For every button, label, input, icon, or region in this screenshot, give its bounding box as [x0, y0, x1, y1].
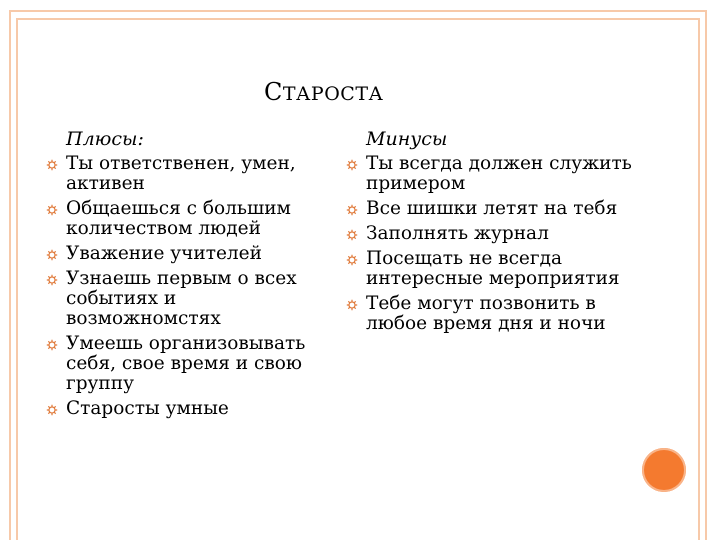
cons-item-text: Заполнять журнал — [366, 223, 549, 244]
gear-bullet-icon — [46, 404, 58, 416]
pros-item-text: Общаешься с большим количеством людей — [66, 198, 291, 239]
list-item — [46, 244, 326, 264]
cons-item-text: Тебе могут позвонить в любое время дня и ночи — [366, 293, 606, 334]
gear-bullet-icon — [46, 274, 58, 286]
pros-item-text: Умеешь организовывать себя, свое время и свою группу — [66, 333, 306, 394]
cons-item-text: Все шишки летят на тебя — [366, 198, 618, 219]
gear-bullet-icon — [346, 229, 358, 241]
pros-item-text: Уважение учителей — [66, 243, 262, 264]
pros-item-text: Ты ответственен, умен, активен — [66, 153, 296, 194]
list-item — [46, 154, 326, 194]
pros-column — [46, 128, 326, 424]
gear-bullet-icon — [46, 159, 58, 171]
gear-bullet-icon — [46, 249, 58, 261]
cons-item-text: Посещать не всегда интересные мероприятия — [366, 248, 620, 289]
cons-heading: Минусы — [366, 128, 448, 150]
list-item — [46, 199, 326, 239]
list-item — [46, 399, 326, 419]
cons-item-text: Ты всегда должен служить примером — [366, 153, 632, 194]
pros-heading: Плюсы: — [66, 128, 144, 150]
slide-title — [264, 78, 383, 106]
gear-bullet-icon — [346, 204, 358, 216]
list-item — [346, 294, 646, 334]
list-item — [346, 199, 646, 219]
list-item — [346, 154, 646, 194]
list-item — [46, 269, 326, 329]
gear-bullet-icon — [346, 159, 358, 171]
cons-column — [346, 128, 646, 339]
list-item — [346, 249, 646, 289]
list-item — [46, 334, 326, 394]
pros-list — [46, 154, 326, 419]
pros-item-text: Старосты умные — [66, 398, 229, 419]
cons-list — [346, 154, 646, 334]
pros-item-text: Узнаешь первым о всех событиях и возможномстях — [66, 268, 297, 329]
list-item — [346, 224, 646, 244]
gear-bullet-icon — [46, 339, 58, 351]
decorative-orange-circle — [642, 448, 686, 492]
gear-bullet-icon — [346, 254, 358, 266]
slide-title-rest: ТАРОСТА — [282, 83, 384, 105]
gear-bullet-icon — [46, 204, 58, 216]
slide-title-first-letter: С — [264, 78, 283, 106]
gear-bullet-icon — [346, 299, 358, 311]
